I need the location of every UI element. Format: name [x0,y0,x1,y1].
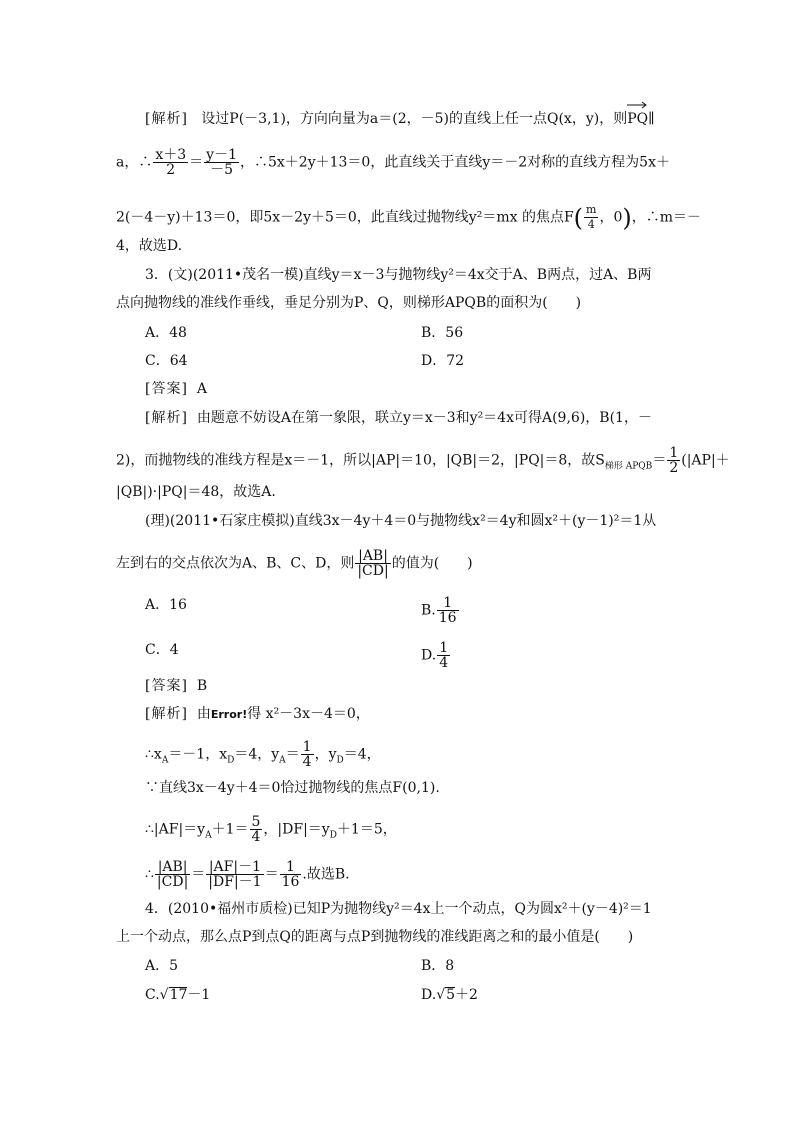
option-d: D.√5＋2 [421,987,478,1003]
analysis-line-5: ∴ $\frac{|AB|}{|CD|}$ ＝ $\frac{|AF|-1}{|DF|-1}$ ＝ $\frac{1}{16}$ .故选B. [145,859,350,890]
fraction: $\frac{1}{16}$ [438,595,457,626]
vector-arrow-icon [627,101,647,109]
answer-tag: [答案] [145,381,188,397]
fraction: $\frac{1}{4}$ [439,640,449,671]
question-4-line-2: 上一个动点，那么点P到点Q的距离与点P到抛物线的准线距离之和的最小值是( ) [116,929,634,945]
solution-line-1 [145,110,655,128]
fraction: $\frac{5}{4}$ [251,814,261,845]
text: (|AP|＋ [681,452,730,469]
option-c: C．4 [145,642,179,658]
question-3b-line-2 [116,549,473,578]
paren: ) [622,203,632,232]
fraction: $\frac{m}{4}$ [586,203,597,231]
option-b: B．8 [421,958,455,974]
option-d: D．72 [421,353,465,369]
sqrt: 17 [169,987,188,1003]
analysis-line-2: $\therefore x_A=-1$，$x_D=4$，$y_A=$ $\frac{1}{4}$ ，$y_D=4$， [145,739,381,770]
error-field: Error! [210,708,248,721]
analysis-line-4: $\therefore|AF|=y_A+1=$ $\frac{5}{4}$ ，$|DF|=y_D+1=5$， [145,814,397,845]
fraction: $\frac{1}{16}$ [281,859,300,890]
text: 设过P(－3,1)，方向向量为a＝(2，－5)的直线上任一点Q(x，y)，则 [201,111,628,127]
answer-line [145,677,207,695]
question-3b-line-1 [145,512,656,530]
fraction: $\frac{1}{2}$ [669,445,679,476]
option-a: A．5 [145,958,179,974]
text: 由题意不妨设A在第一象限，联立y＝x－3和y²＝4x可得A(9,6)，B(1，－ [196,410,652,426]
text: a，∴ [116,154,153,171]
fraction: $\frac{y-1}{-5}$ [206,147,237,178]
analysis-line-2 [116,446,730,475]
question-3-line-1 [145,266,651,284]
text: ∥ [648,111,655,127]
fraction: $\frac{|AB|}{|CD|}$ [357,548,389,579]
option-b: B．56 [421,325,464,341]
text: ＝ [652,452,667,469]
fraction: $\frac{1}{4}$ [302,739,312,770]
text: 2(－4－y)＋13＝0，即5x－2y＋5＝0，此直线过抛物线y²＝mx 的焦点F [116,209,574,226]
option-b: B. $\frac{1}{16}$ [421,595,457,626]
text: 的值为( ) [391,555,473,572]
solution-line-3 [116,203,701,232]
analysis-tag: [解析] [145,111,188,127]
analysis-tag: [解析] [145,410,188,426]
vector-pq: PQ [627,110,648,128]
text: ＝ [189,154,204,171]
fraction: $\frac{|AF|-1}{|DF|-1}$ [208,859,262,890]
option-a: A．48 [145,325,187,341]
fraction: $\frac{|AB|}{|CD|}$ [156,859,189,890]
analysis-line-3: ∵直线3x－4y＋4＝0恰过抛物线的焦点F(0,1). [145,780,440,796]
option-d: D. $\frac{1}{4}$ [421,640,449,671]
text: (理)(2011•石家庄模拟)直线3x－4y＋4＝0与抛物线x²＝4y和圆x²＋(y－1)²＝1从 [145,513,657,529]
text: ，∴5x＋2y＋13＝0，此直线关于直线y＝－2对称的直线方程为5x＋ [240,154,670,171]
analysis-line-3 [116,483,276,501]
solution-line-2 [116,148,670,177]
solution-line-4 [116,237,182,255]
analysis-line-1 [145,409,652,427]
option-c: C．64 [145,353,188,369]
question-3-line-2 [116,294,581,312]
text: 左到右的交点依次为A、B、C、D，则 [116,555,355,572]
sqrt: 5 [446,987,456,1003]
option-c: C.√17－1 [145,987,211,1003]
analysis-tag: [解析] [145,706,188,722]
answer-value: A [196,381,207,397]
answer-value: B [196,678,208,694]
analysis-line-1: [解析] 由Error!得 x²－3x－4＝0， [145,706,370,722]
text: 点向抛物线的准线作垂线，垂足分别为P、Q，则梯形APQB的面积为( ) [116,295,582,311]
option-a: A．16 [145,597,187,613]
subscript: 梯形 APQB [604,461,653,472]
paren: ( [573,203,584,232]
text: |QB|)·|PQ|＝48，故选A. [116,484,276,500]
text: 3．(文)(2011•茂名一模)直线y＝x－3与抛物线y²＝4x交于A、B两点，过A、B两 [145,267,652,283]
text: ，∴m＝－ [631,209,702,226]
answer-line [145,380,207,398]
answer-tag: [答案] [145,678,188,694]
text: 4，故选D. [116,238,183,254]
text: 2)，而抛物线的准线方程是x＝－1，所以|AP|＝10，|QB|＝2，|PQ|＝8，故S [116,452,605,469]
fraction: $\frac{x+3}{2}$ [155,147,187,178]
text: ，0 [599,209,623,226]
question-4-line-1: 4．(2010•福州市质检)已知P为抛物线y²＝4x上一个动点，Q为圆x²＋(y－4)²＝1 [145,901,652,917]
